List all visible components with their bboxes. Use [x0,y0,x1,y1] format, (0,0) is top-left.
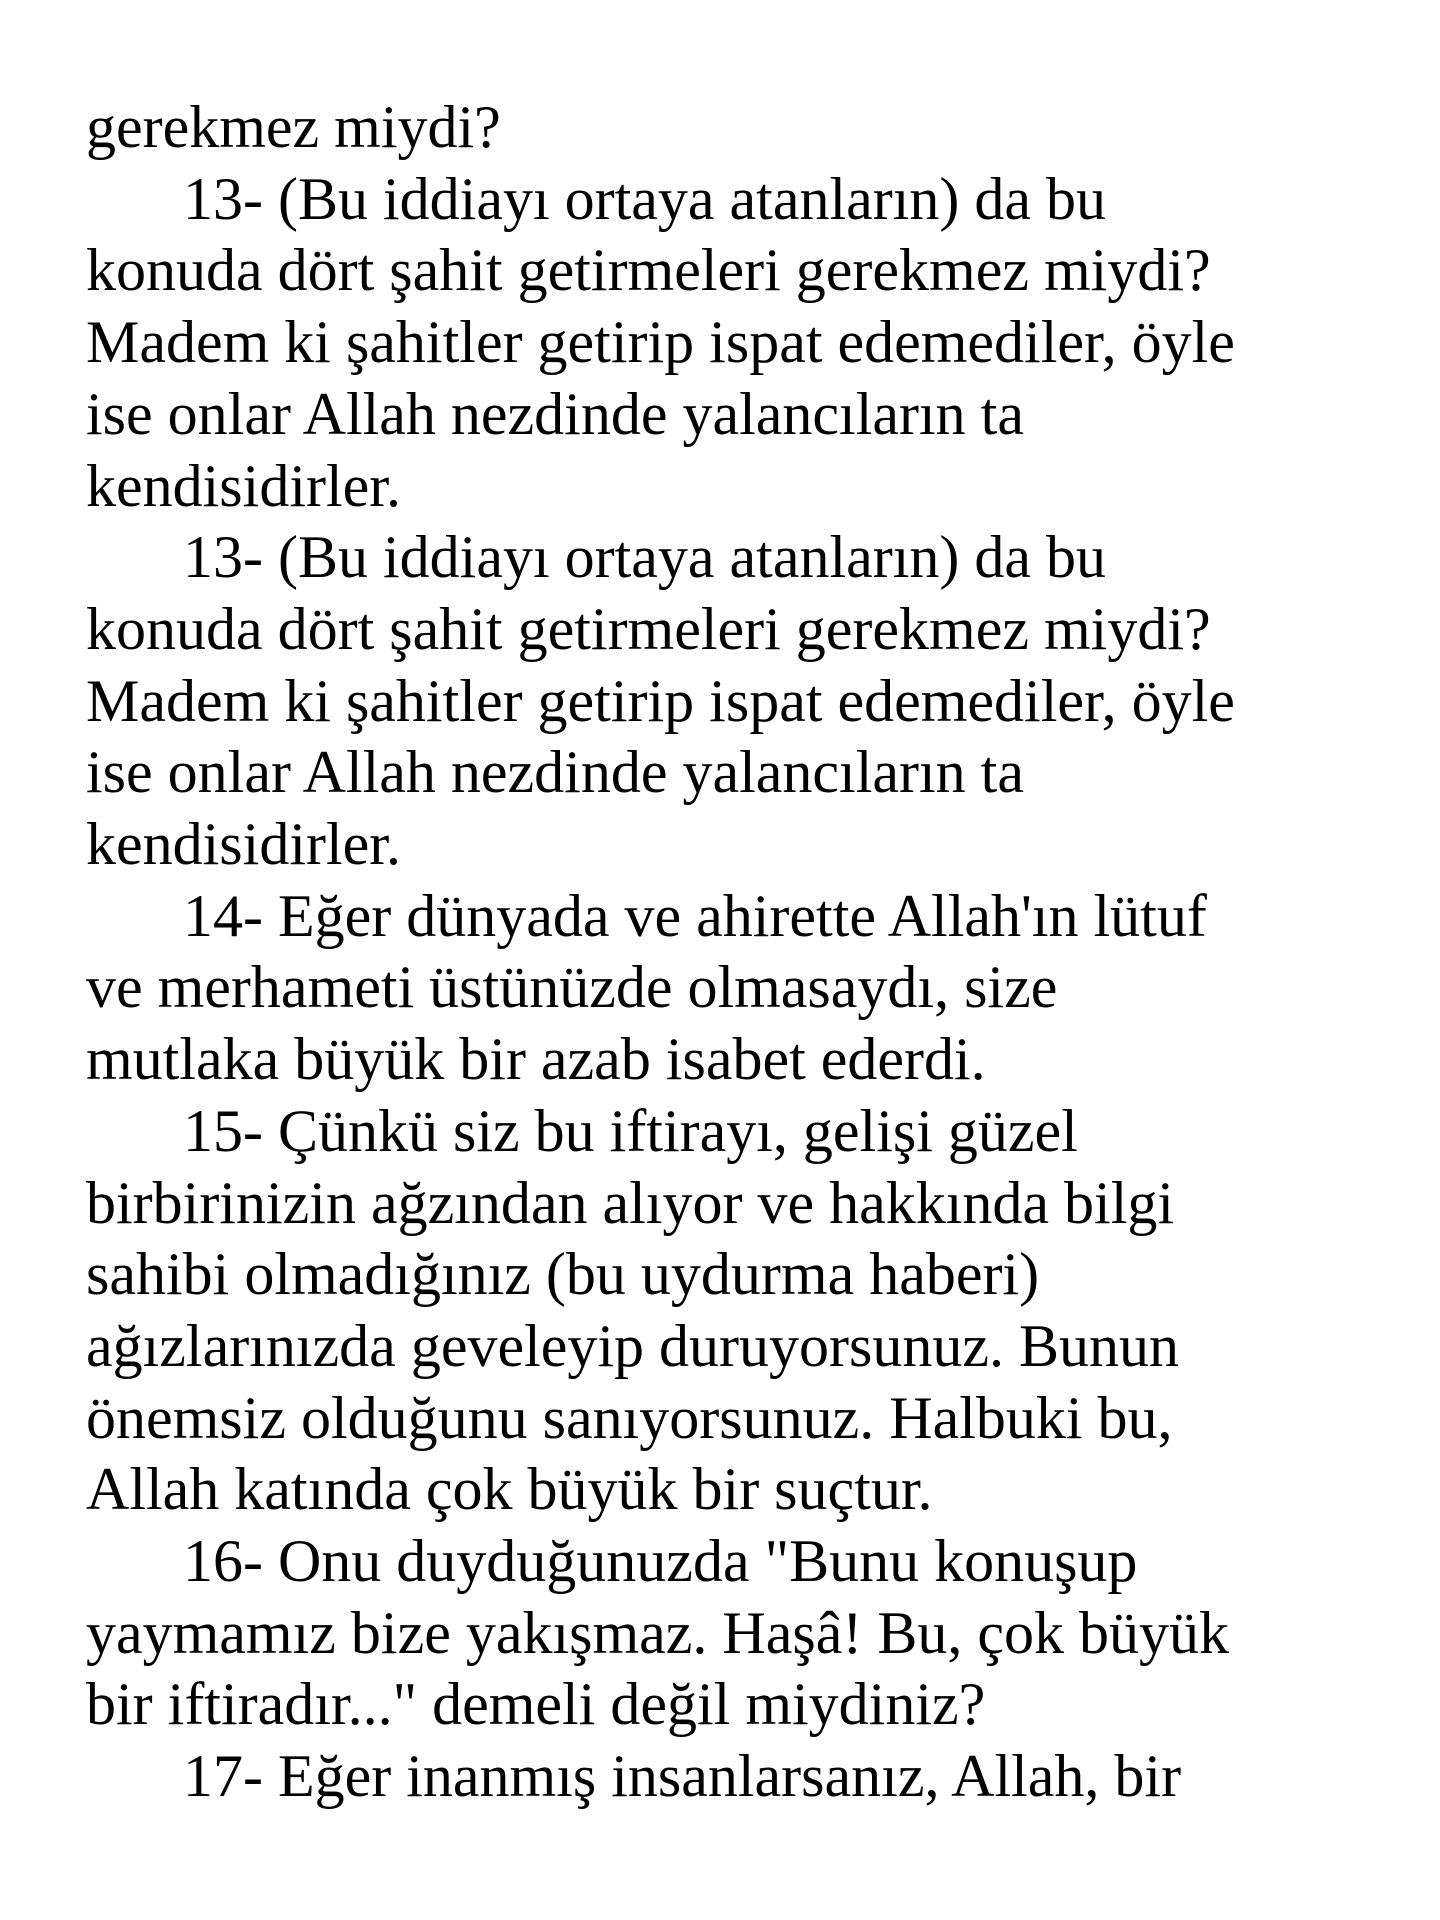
text-line: bir iftiradır..." demeli değil miydiniz? [86,1671,986,1738]
text-line: kendisidirler. [86,811,401,878]
verse-13-repeat-first-line: 13- (Bu iddiayı ortaya atanların) da bu [183,524,1107,591]
verse-16-first-line: 16- Onu duyduğunuzda "Bunu konuşup [183,1528,1138,1595]
text-line: ve merhameti üstünüzde olmasaydı, size [86,954,1058,1021]
verse-17-first-line: 17- Eğer inanmış insanlarsanız, Allah, bir [183,1743,1182,1810]
text-line: Madem ki şahitler getirip ispat edemediler, öyle [86,309,1235,376]
text-line: önemsiz olduğunu sanıyorsunuz. Halbuki bu, [86,1384,1173,1451]
text-line: ise onlar Allah nezdinde yalancıların ta [86,739,1024,806]
text-line: konuda dört şahit getirmeleri gerekmez miydi? [86,595,1211,662]
text-line: Allah katında çok büyük bir suçtur. [86,1456,933,1523]
text-line: yaymamız bize yakışmaz. Haşâ! Bu, çok büyük [86,1599,1229,1666]
text-line: kendisidirler. [86,452,401,519]
text-line: mutlaka büyük bir azab isabet ederdi. [86,1026,986,1093]
text-line: sahibi olmadığınız (bu uydurma haberi) [86,1241,1040,1308]
verse-15-first-line: 15- Çünkü siz bu iftirayı, gelişi güzel [183,1097,1078,1164]
verse-13-first-line: 13- (Bu iddiayı ortaya atanların) da bu [183,165,1107,232]
text-line: gerekmez miydi? [86,94,501,160]
text-line: ise onlar Allah nezdinde yalancıların ta [86,380,1024,447]
document-page [86,92,1386,1813]
text-line: konuda dört şahit getirmeleri gerekmez miydi? [86,237,1211,304]
text-line: Madem ki şahitler getirip ispat edemediler, öyle [86,667,1235,734]
text-line: birbirinizin ağzından alıyor ve hakkında bilgi [86,1169,1175,1236]
verse-14-first-line: 14- Eğer dünyada ve ahirette Allah'ın lütuf [183,882,1207,949]
text-line: ağızlarınızda geveleyip duruyorsunuz. Bunun [86,1312,1180,1379]
